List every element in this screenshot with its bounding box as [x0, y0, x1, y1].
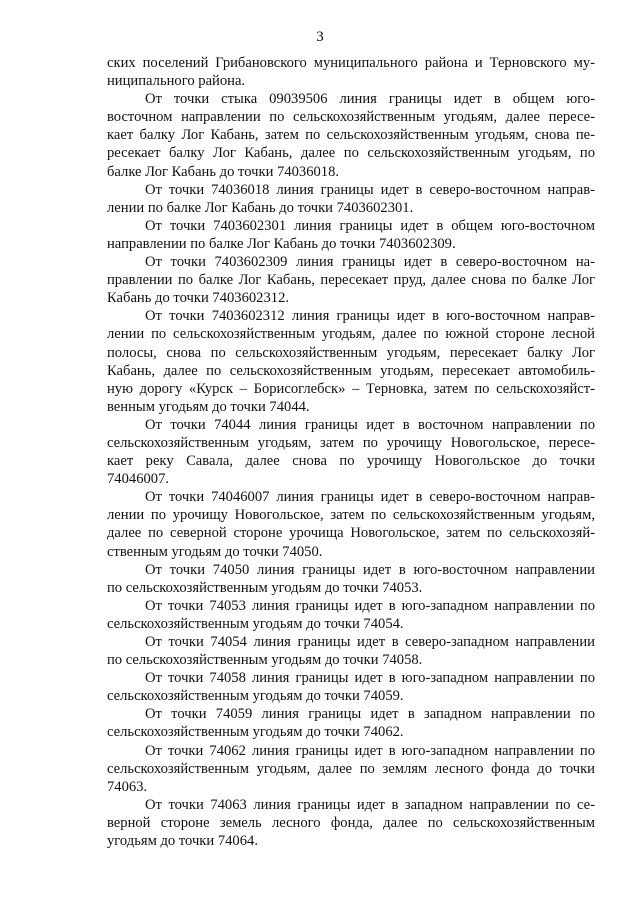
paragraph-line: сельскохозяйственным угодьям до точки 74059. — [107, 688, 404, 705]
paragraph-line: по сельскохозяйственным угодьям до точки 74053. — [107, 579, 423, 596]
paragraph-line: лении по урочищу Новогольское, затем по сельскохозяйственным угодьям, — [107, 507, 595, 524]
paragraph-line: сельскохозяйственным угодьям, далее по землям лесного фонда до точки — [107, 760, 595, 777]
paragraph — [107, 416, 595, 488]
paragraph-line: От точки 74063 линия границы идет в западном направлении по се- — [145, 796, 595, 813]
paragraph-line: кает реку Савала, далее снова по урочищу Новогольское до точки — [107, 453, 595, 470]
paragraph-line: От точки 74053 линия границы идет в юго-западном направлении по — [145, 597, 595, 614]
paragraph-line: ную дорогу «Курск – Борисоглебск» – Терновка, затем по сельскохозяйст- — [107, 380, 595, 397]
paragraph-line: От точки стыка 09039506 линия границы идет в общем юго- — [145, 91, 595, 108]
paragraph-line: угодьям до точки 74064. — [107, 833, 258, 850]
paragraph-line: От точки 74036018 линия границы идет в северо-восточном направ- — [145, 181, 595, 198]
paragraph — [107, 181, 595, 217]
paragraph-line: ресекает балку Лог Кабань, далее по сельскохозяйственным угодьям, по — [107, 145, 595, 162]
paragraph-line: правлении по балке Лог Кабань, пересекает пруд, далее снова по балке Лог — [107, 272, 595, 289]
page-number: 3 — [316, 29, 324, 45]
paragraph-line: восточном направлении по сельскохозяйственным угодьям, далее пересе- — [107, 109, 595, 126]
paragraph — [107, 633, 595, 669]
paragraph-line: ственным угодьям до точки 74050. — [107, 543, 323, 560]
paragraph — [107, 742, 595, 796]
paragraph-line: балке Лог Кабань до точки 74036018. — [107, 163, 340, 180]
paragraph-line: 74063. — [107, 778, 148, 795]
paragraph-line: От точки 7403602312 линия границы идет в юго-восточном направ- — [145, 308, 595, 325]
paragraph — [107, 597, 595, 633]
paragraph-line: От точки 74050 линия границы идет в юго-восточном направлении — [145, 561, 595, 578]
paragraph-line: сельскохозяйственным угодьям, затем по урочищу Новогольское, пересе- — [107, 434, 595, 451]
paragraph — [107, 796, 595, 850]
paragraph-line: От точки 74054 линия границы идет в северо-западном направлении — [145, 634, 595, 650]
paragraph-line: От точки 74044 линия границы идет в восточном направлении по — [145, 416, 595, 433]
paragraph — [107, 488, 595, 560]
paragraph-line: Кабань, далее по сельскохозяйственным угодьям, пересекает автомобиль- — [107, 362, 595, 379]
paragraph — [107, 253, 595, 307]
paragraph-line: верной стороне земель лесного фонда, далее по сельскохозяйственным — [107, 814, 595, 831]
paragraph-line: От точки 74062 линия границы идет в юго-западном направлении по — [145, 742, 595, 759]
paragraph — [107, 307, 595, 416]
paragraph — [107, 90, 595, 180]
paragraph-line: лении по сельскохозяйственным угодьям, далее по южной стороне лесной — [107, 326, 595, 343]
paragraph-line: венным угодьям до точки 74044. — [107, 398, 310, 415]
paragraph-line: От точки 74059 линия границы идет в западном направлении по — [145, 706, 595, 723]
paragraph-line: ских поселений Грибановского муниципального района и Терновского му- — [107, 55, 595, 71]
paragraph-line: кает балку Лог Кабань, затем по сельскохозяйственным угодьям, снова пе- — [107, 127, 595, 144]
paragraph-line: далее по северной стороне урочища Новогольское, затем по сельскохозяй- — [107, 525, 595, 542]
paragraph-line: сельскохозяйственным угодьям до точки 74054. — [107, 615, 404, 632]
paragraph — [107, 54, 595, 90]
paragraph — [107, 705, 595, 741]
paragraph-line: сельскохозяйственным угодьям до точки 74062. — [107, 724, 404, 741]
paragraph — [107, 561, 595, 597]
paragraph-line: по сельскохозяйственным угодьям до точки 74058. — [107, 652, 423, 669]
paragraph-line: От точки 74046007 линия границы идет в северо-восточном направ- — [145, 489, 595, 506]
paragraph-line: полосы, снова по сельскохозяйственным угодьям, пересекает балку Лог — [107, 344, 595, 361]
paragraph-line: 74046007. — [107, 471, 170, 488]
paragraph — [107, 217, 595, 253]
paragraph-line: От точки 7403602309 линия границы идет в северо-восточном на- — [145, 254, 595, 271]
paragraph — [107, 669, 595, 705]
paragraph-line: От точки 7403602301 линия границы идет в общем юго-восточном — [145, 217, 595, 234]
paragraph-line: От точки 74058 линия границы идет в юго-западном направлении по — [145, 670, 595, 687]
paragraph-line: лении по балке Лог Кабань до точки 7403602301. — [107, 199, 414, 216]
document-body — [107, 54, 595, 850]
paragraph-line: Кабань до точки 7403602312. — [107, 290, 290, 307]
paragraph-line: ниципального района. — [107, 73, 246, 90]
paragraph-line: направлении по балке Лог Кабань до точки 7403602309. — [107, 235, 456, 252]
